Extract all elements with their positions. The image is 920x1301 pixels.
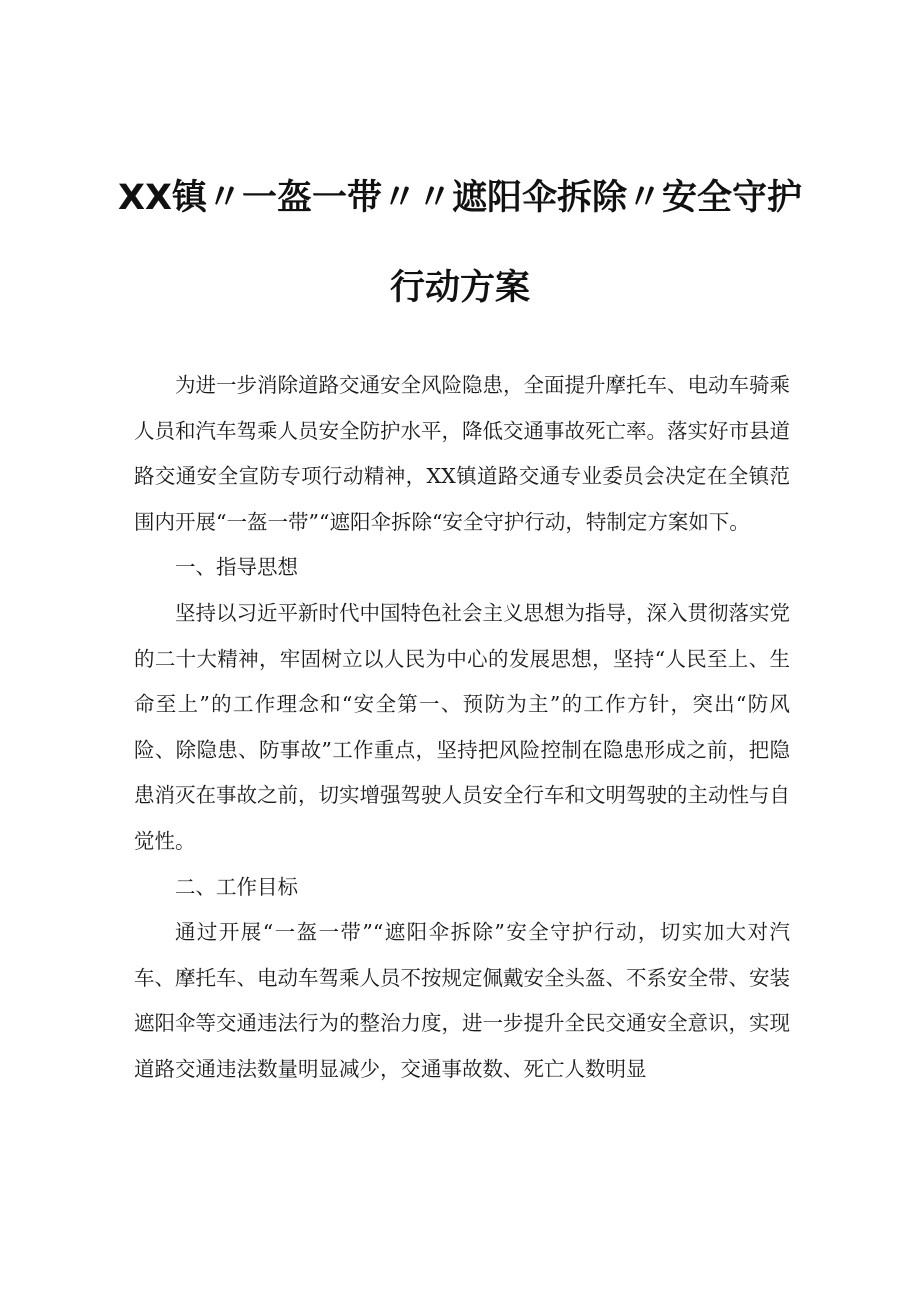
document-body: [134, 363, 790, 1093]
document-title-line-2: 行动方案: [389, 268, 530, 308]
document-title-line-1: XX镇〃一盔一带〃〃遮阳伞拆除〃安全守护: [118, 178, 802, 218]
section-2-paragraph: 通过开展“一盔一带”“遮阳伞拆除”安全守护行动，切实加大对汽车、摩托车、电动车驾乘人员不按规定佩戴安全头盔、不系安全带、安装遮阳伞等交通违法行为的整治力度，进一步提升全民交通安全意识，实现道路交通违法数量明显减少，交通事故数、死亡人数明显: [134, 920, 790, 1081]
section-1-heading: 一、指导思想: [175, 555, 298, 580]
intro-paragraph: 为进一步消除道路交通安全风险隐患，全面提升摩托车、电动车骑乘人员和汽车驾乘人员安全防护水平，降低交通事故死亡率。落实好市县道路交通安全宣防专项行动精神，XX镇道路交通专业委员会决定在全镇范围内开展“一盔一带”“遮阳伞拆除“安全守护行动，特制定方案如下。: [134, 373, 790, 534]
section-2-heading: 二、工作目标: [175, 874, 298, 899]
section-1-paragraph: 坚持以习近平新时代中国特色社会主义思想为指导，深入贯彻落实党的二十大精神，牢固树立以人民为中心的发展思想，坚持“人民至上、生命至上”的工作理念和“安全第一、预防为主”的工作方针，突出“防风险、除隐患、防事故”工作重点，坚持把风险控制在隐患形成之前，把隐患消灭在事故之前，切实增强驾驶人员安全行车和文明驾驶的主动性与自觉性。: [134, 600, 790, 853]
